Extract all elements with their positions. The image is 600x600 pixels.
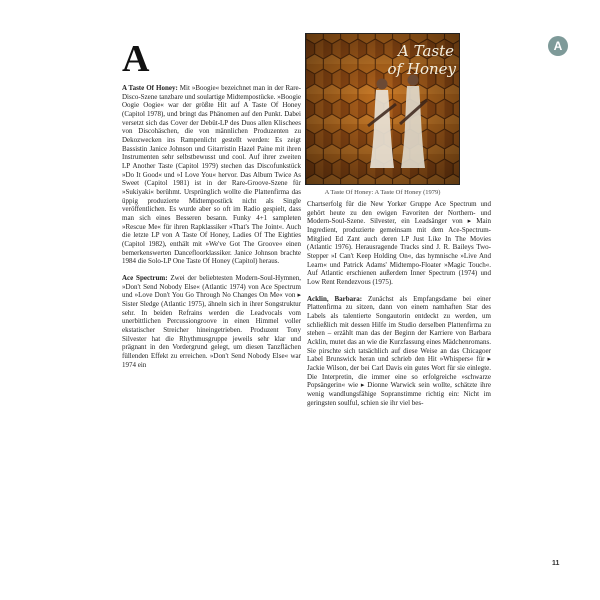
- album-cover: [305, 33, 460, 185]
- figure-caption: A Taste Of Honey: A Taste Of Honey (1979): [324, 189, 441, 196]
- cover-title-line2: of Honey: [387, 60, 456, 78]
- cover-title: [388, 42, 457, 78]
- entry-body: Zwei der beliebtesten Modern-Soul-Hymnen, »Don't Send Nobody Else« (Atlantic 1974) von Ace Spectrum und »Love Don't You Go Through No Changes On Me« von ▸ Sister Sledge (Atlantic 1975), ähneln sich in ihrer Songstruktur sehr. In beiden Refrains werden die Leadvocals vom unerbittlichen Percussiongroove in einen Himmel voller ekstatischer Streicher hineingetrieben. Produzent Tony Silvester hat die Rhythmusgruppe jeweils sehr klar und prägnant in den Vordergrund gelegt, um diesen Tanzflächen füllenden Effekt zu erreichen. »Don't Send Nobody Else« war 1974 ein: [122, 274, 302, 369]
- cover-title-line1: A Taste: [398, 42, 454, 60]
- section-letter: A: [122, 38, 150, 80]
- entry-acklin-barbara: [307, 295, 491, 408]
- entry-a-taste-of-honey: [122, 84, 301, 266]
- right-column: [307, 200, 491, 415]
- left-column: [122, 84, 301, 378]
- corner-letter: A: [553, 39, 563, 53]
- entry-term: A Taste Of Honey:: [122, 84, 178, 92]
- entry-ace-spectrum-continued: [307, 200, 491, 287]
- entry-ace-spectrum: [122, 274, 301, 369]
- page-number: 11: [552, 560, 560, 567]
- entry-term: Ace Spectrum:: [122, 274, 168, 283]
- album-cover-art: [306, 34, 459, 184]
- entry-body: Mit »Boogie« bezeichnet man in der Rare-Disco-Szene tanzbare und soulartige Midtempostücke. »Boogie Oogie Oogie« war der größte Hit auf A Taste Of Honey (Capitol 1978), und bringt das Phänomen auf den Punkt. Dabei versetzt sich das Cover der Debüt-LP des Duos allen Klischees von Discohäschen, die von männlichen Produzenten zu Dekozwecken ins Rampenlicht gestellt werden: Es zeigt Bassistin Janice Johnson und Gitarristin Hazel Paine mit ihren Instrumenten sehr selbstbewusst und cool. Auf ihrer zweiten LP Another Taste (Capitol 1979) stechen das Discofunkstück »Do It Good« und »I Love You« hervor. Das Album Twice As Sweet (Capitol 1981) ist in der Rare-Groove-Szene für »Sukiyaki« berühmt. Ursprünglich wollte die Plattenfirma das üppig produzierte Midtempostück nicht als Single veröffentlichen. Es wurde aber so oft im Radio gespielt, dass man sich eines Besseren besann. Funky 4+1 sampleten »Rescue Me« für ihren Rapklassiker »That's The Joint«. Auch die letzte LP von A Taste Of Honey, Ladies Of The Eighties (Capitol 1982), enthält mit »We've Got The Groove« einen bemerkenswerten Dancefloorklassiker. Janice Johnson brachte 1984 die Solo-LP One Taste Of Honey (Capitol) heraus.: [122, 84, 301, 266]
- entry-body: Chartserfolg für die New Yorker Gruppe Ace Spectrum und gehört heute zu den ewigen Favoriten der Northern- und Modern-Soul-Szene. Silvester, ein Leadsänger von ▸ Main Ingredient, produzierte gemeinsam mit dem Ace-Spectrum-Mitglied Ed Zant auch deren LP Just Like In The Movies (Atlantic 1976). Herausragende Tracks sind J. R. Baileys Two-Stepper »I Can't Keep Holding On«, das hymnische »Live And Learn« und Patrick Adams' Midtempo-Floater »Magic Touch«. Auf Atlantic erschienen außerdem Inner Spectrum (1974) und Low Rent Rendezvous (1975).: [307, 200, 491, 287]
- corner-letter-badge: [548, 36, 568, 56]
- entry-term: Acklin, Barbara:: [307, 294, 363, 303]
- album-figure: [305, 33, 460, 196]
- entry-body: Zunächst als Empfangsdame bei einer Plattenfirma zu sitzen, dann von einem namhaften Star des Labels als talentierte Songautorin entdeckt zu werden, um schließlich mit dessen Hilfe im Studio derselben Plattenfirma zu stehen – erzählt man das der Beginn der Karriere von Barbara Acklin, mutet das an wie die Kurzfassung eines Mädchenromans. Sie pirschte sich tatsächlich auf diese Weise an das Chicagoer Label Brunswick heran und schrieb den Hit »Whispers« für ▸ Jackie Wilson, der bei Carl Davis ein gutes Wort für sie einlegte. Die Interpretin, die immer eine so erfolgreiche »schwarze Popsängerin« wie ▸ Dionne Warwick sein wollte, schätzte ihre wenig wandlungsfähige Sopranstimme richtig ein: Nicht im geringsten soulful, schien sie ihr viel bes-: [307, 294, 491, 407]
